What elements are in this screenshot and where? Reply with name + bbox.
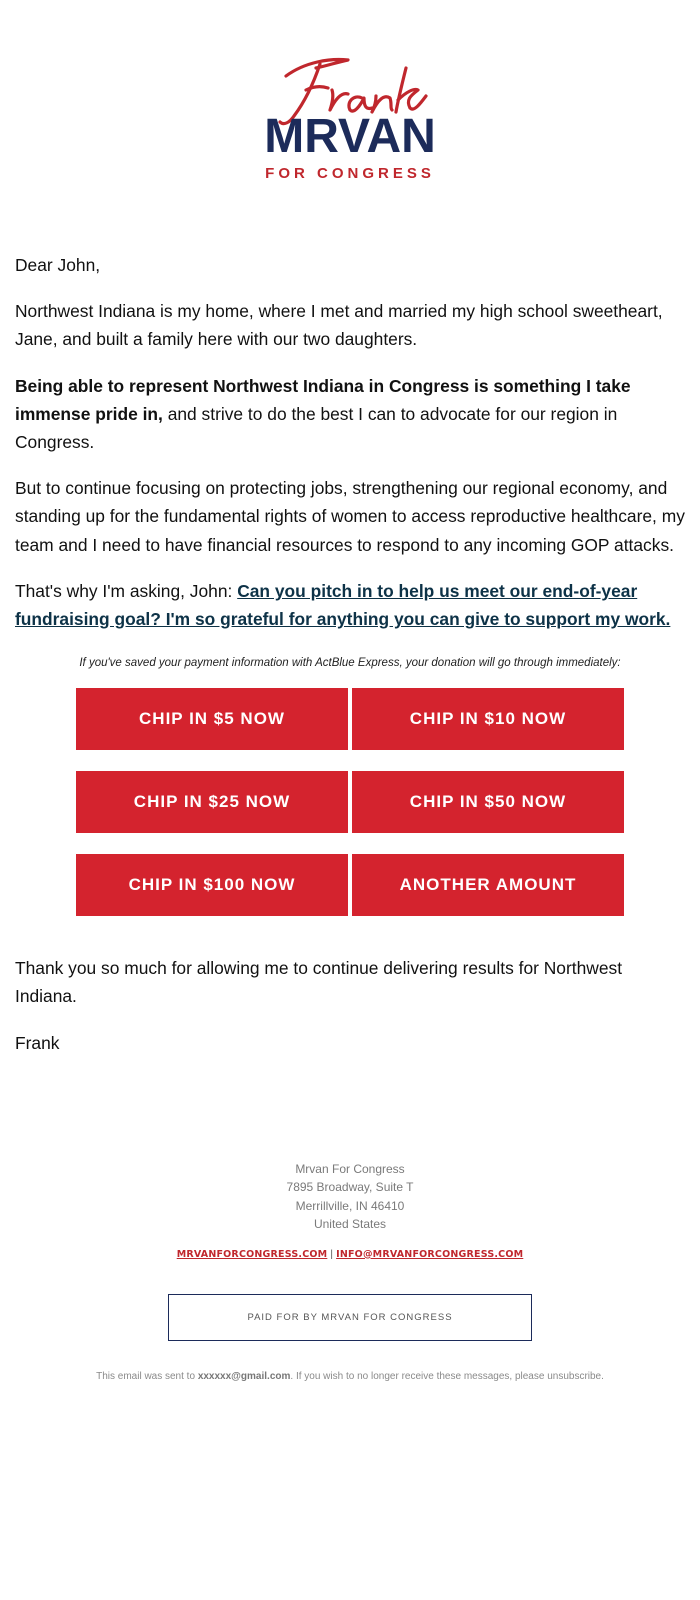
surname-wordmark: MRVAN [264, 110, 436, 163]
closing-paragraph: Thank you so much for allowing me to continue delivering results for Northwest Indiana. [15, 958, 623, 1007]
paragraph-pride-bold: Being able to represent Northwest Indiana in Congress is something I take immense pride in, [15, 375, 631, 424]
chip-in-5-button[interactable]: CHIP IN $5 NOW [76, 688, 348, 750]
mrvan-logo [250, 50, 450, 185]
donate-cta-link[interactable]: Can you pitch in to help us meet our end-of-year fundraising goal? I'm so grateful for anything you can give to support my work. [15, 580, 671, 630]
paid-for-disclaimer: PAID FOR BY MRVAN FOR CONGRESS [168, 1294, 532, 1341]
chip-in-25-button[interactable]: CHIP IN $25 NOW [76, 771, 348, 833]
sent-suffix[interactable]: . If you wish to no longer receive these messages, please unsubscribe. [290, 1370, 604, 1382]
actblue-note: If you've saved your payment information with ActBlue Express, your donation will go through immediately: [79, 657, 621, 670]
sent-prefix: This email was sent to [96, 1370, 198, 1382]
donate-button-grid [76, 688, 624, 916]
letter-content [0, 251, 700, 633]
recipient-email: xxxxxx@gmail.com [197, 1370, 291, 1382]
address-country: United States [313, 1217, 387, 1232]
address-city: Merrillville, IN 46410 [295, 1198, 405, 1213]
greeting: Dear John, [15, 255, 101, 275]
paragraph-home: Northwest Indiana is my home, where I met and married my high school sweetheart, Jane, and built a family here with our two daughters. [15, 301, 663, 350]
address-street: 7895 Broadway, Suite T [286, 1180, 414, 1195]
another-amount-button[interactable]: ANOTHER AMOUNT [352, 854, 624, 916]
footer-links [0, 1249, 700, 1260]
paragraph-pride-rest: and strive to do the best I can to advocate for our region in Congress. [15, 403, 618, 453]
tagline-wordmark: FOR CONGRESS [265, 165, 435, 182]
logo-header [0, 0, 700, 205]
mailing-address [0, 1160, 700, 1234]
link-separator: | [330, 1248, 334, 1260]
address-org: Mrvan For Congress [295, 1161, 405, 1176]
chip-in-10-button[interactable]: CHIP IN $10 NOW [352, 688, 624, 750]
footer [0, 1160, 700, 1382]
website-link[interactable]: MRVANFORCONGRESS.COM [176, 1248, 328, 1260]
ask-prefix: That's why I'm asking, John: [15, 580, 238, 601]
chip-in-100-button[interactable]: CHIP IN $100 NOW [76, 854, 348, 916]
unsubscribe-notice [0, 1371, 700, 1382]
chip-in-50-button[interactable]: CHIP IN $50 NOW [352, 771, 624, 833]
letter-closing [0, 954, 700, 1057]
email-link[interactable]: INFO@MRVANFORCONGRESS.COM [336, 1248, 524, 1260]
paragraph-pride [15, 372, 685, 457]
paragraph-ask [15, 577, 685, 633]
paragraph-resources: But to continue focusing on protecting jobs, strengthening our regional economy, and standing up for the fundamental rights of women to access reproductive healthcare, my team and I need to have financial resources to respond to any incoming GOP attacks. [15, 478, 685, 555]
signature: Frank [15, 1032, 60, 1053]
